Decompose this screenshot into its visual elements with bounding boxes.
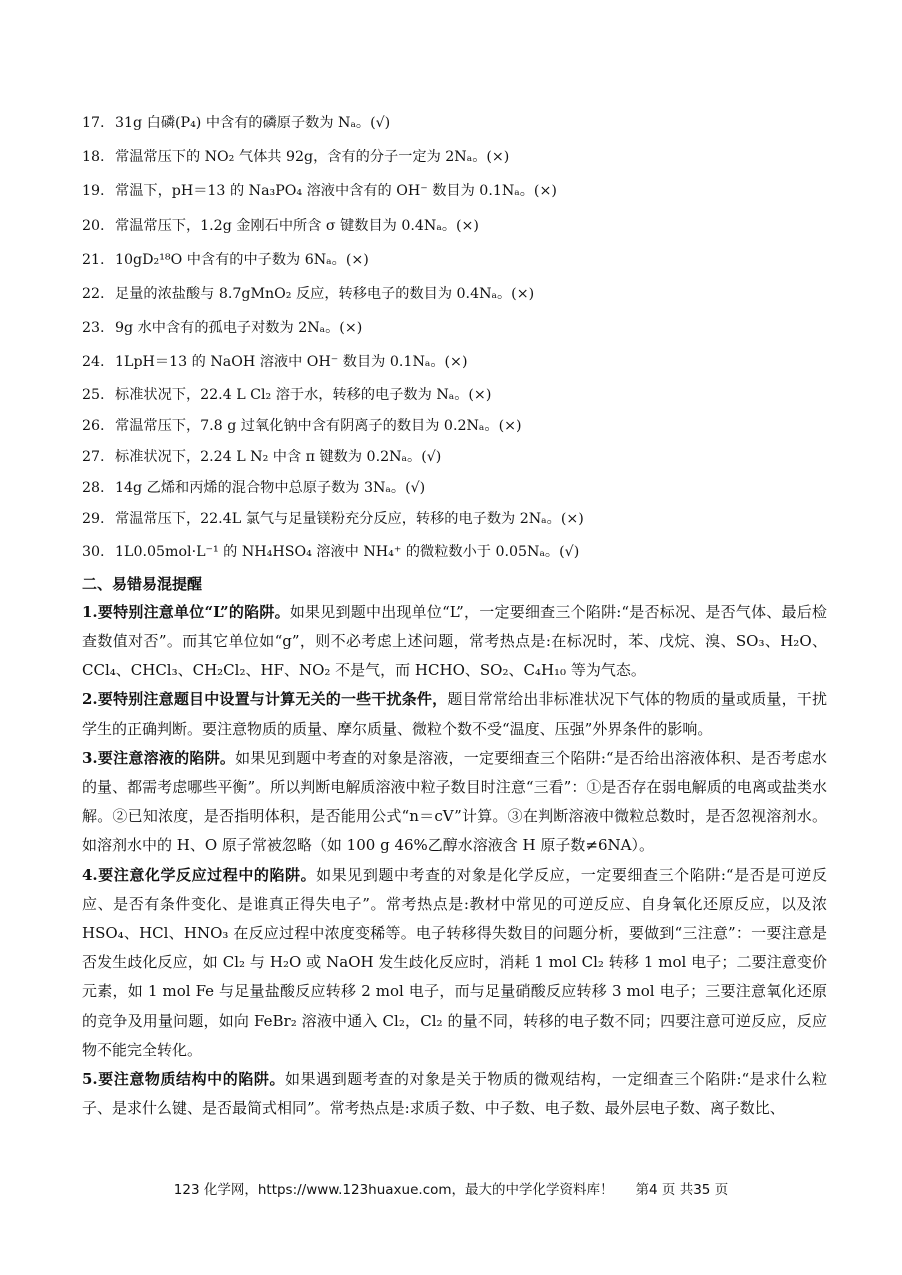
item-number: 22. — [82, 285, 105, 302]
list-item — [82, 380, 827, 411]
item-number: 17. — [82, 115, 105, 131]
list-item — [82, 209, 827, 243]
list-item — [82, 411, 827, 442]
tip-text: 如果见到题中出现单位“L”，一定要细查三个陷阱:“是否标况、是否气体、最后检查数值对否”。而其它单位如“g”，则不必考虑上述问题，常考热点是:在标况时，苯、戊烷、溴、SO₃、H₂O、CCl₄、CHCl₃、CH₂Cl₂、HF、NO₂ 不是气，而 HCHO、SO₂、C₄H₁₀ 等为气态。 — [82, 602, 827, 680]
item-number: 18. — [82, 149, 105, 166]
tip-text: 如果遇到题考查的对象是关于物质的微观结构，一定细查三个陷阱:“是求什么粒子、是求什么键、是否最简式相同”。常考热点是:求质子数、中子数、电子数、最外层电子数、离子数比、 — [82, 1069, 827, 1118]
item-number: 29. — [82, 510, 105, 527]
tip-text: 题目常常给出非标准状况下气体的物质的量或质量，干扰学生的正确判断。要注意物质的质量、摩尔质量、微粒个数不受“温度、压强”外界条件的影响。 — [82, 690, 827, 738]
item-text: 常温下，pH＝13 的 Na₃PO₄ 溶液中含有的 OH⁻ 数目为 0.1Nₐ。(×) — [115, 183, 557, 200]
tip-paragraph — [82, 861, 827, 1065]
document-body — [82, 106, 827, 1123]
tip-heading: 1.要特别注意单位“L”的陷阱。 — [82, 602, 290, 621]
item-number: 21. — [82, 251, 105, 268]
item-text: 足量的浓盐酸与 8.7gMnO₂ 反应，转移电子的数目为 0.4Nₐ。(×) — [115, 285, 535, 302]
tip-heading: 2.要特别注意题目中设置与计算无关的一些干扰条件， — [82, 690, 448, 709]
item-text: 常温常压下，22.4L 氯气与足量镁粉充分反应，转移的电子数为 2Nₐ。(×) — [115, 510, 584, 527]
footer-site-text: 123 化学网，https://www.123huaxue.com，最大的中学化学资料库！ — [173, 1182, 614, 1198]
list-item — [82, 345, 827, 379]
list-item — [82, 535, 827, 569]
item-number: 26. — [82, 417, 105, 434]
list-item — [82, 243, 827, 277]
section-title: 二、易错易混提醒 — [82, 574, 203, 593]
item-text: 常温常压下，7.8 g 过氧化钠中含有阴离子的数目为 0.2Nₐ。(×) — [115, 417, 522, 434]
tip-text: 如果见到题中考查的对象是溶液，一定要细查三个陷阱:“是否给出溶液体积、是否考虑水的量、都需考虑哪些平衡”。所以判断电解质溶液中粒子数目时注意“三看”：①是否存在弱电解质的电离或盐类水解。②已知浓度，是否指明体积，是否能用公式“n＝cV”计算。③在判断溶液中微粒总数时，是否忽视溶剂水。如溶剂水中的 H、O 原子常被忽略（如 100 g 46%乙醇水溶液含 H 原子数≠6NA）。 — [82, 748, 827, 855]
tip-paragraph — [82, 744, 827, 861]
tip-text: 如果见到题中考查的对象是化学反应，一定要细查三个陷阱:“是否是可逆反应、是否有条件变化、是谁真正得失电子”。常考热点是:教材中常见的可逆反应、自身氧化还原反应，以及浓 HSO₄、HCl、HNO₃ 在反应过程中浓度变稀等。电子转移得失数目的问题分析，要做到“三注意”：一要注意是否发生歧化反应，如 Cl₂ 与 H₂O 或 NaOH 发生歧化反应时，消耗 1 mol Cl₂ 转移 1 mol 电子；二要注意变价元素，如 1 mol Fe 与足量盐酸反应转移 2 mol 电子，而与足量硝酸反应转移 3 mol 电子；三要注意氧化还原的竞争及用量问题，如向 FeBr₂ 溶液中通入 Cl₂，Cl₂ 的量不同，转移的电子数不同；四要注意可逆反应，反应物不能完全转化。 — [82, 865, 827, 1059]
page-footer — [0, 1178, 902, 1198]
list-item — [82, 140, 827, 174]
item-number: 20. — [82, 217, 105, 234]
item-text: 标准状况下，2.24 L N₂ 中含 π 键数为 0.2Nₐ。(√) — [115, 448, 442, 465]
tip-heading: 4.要注意化学反应过程中的陷阱。 — [82, 865, 317, 884]
question-list — [82, 106, 827, 569]
item-text: 常温常压下的 NO₂ 气体共 92g，含有的分子一定为 2Nₐ。(×) — [115, 149, 510, 166]
list-item — [82, 442, 827, 473]
item-number: 25. — [82, 386, 105, 403]
item-number: 23. — [82, 320, 105, 337]
tip-heading: 5.要注意物质结构中的陷阱。 — [82, 1069, 286, 1088]
tip-paragraph — [82, 1065, 827, 1123]
item-text: 标准状况下，22.4 L Cl₂ 溶于水，转移的电子数为 Nₐ。(×) — [115, 386, 492, 403]
item-number: 27. — [82, 448, 105, 465]
item-text: 1L0.05mol·L⁻¹ 的 NH₄HSO₄ 溶液中 NH₄⁺ 的微粒数小于 0.05Nₐ。(√) — [115, 543, 580, 560]
item-text: 1LpH＝13 的 NaOH 溶液中 OH⁻ 数目为 0.1Nₐ。(×) — [115, 354, 468, 371]
list-item — [82, 277, 827, 311]
item-text: 9g 水中含有的孤电子对数为 2Nₐ。(×) — [115, 320, 363, 337]
item-text: 14g 乙烯和丙烯的混合物中总原子数为 3Nₐ。(√) — [115, 479, 426, 496]
page-number: 第4 页 共35 页 — [635, 1182, 729, 1198]
tip-paragraph — [82, 685, 827, 743]
list-item — [82, 504, 827, 535]
list-item — [82, 473, 827, 504]
list-item — [82, 174, 827, 208]
item-number: 28. — [82, 479, 105, 496]
list-item — [82, 106, 827, 140]
item-text: 常温常压下，1.2g 金刚石中所含 σ 键数目为 0.4Nₐ。(×) — [115, 217, 479, 234]
item-text: 31g 白磷(P₄) 中含有的磷原子数为 Nₐ。(√) — [115, 115, 391, 131]
tip-heading: 3.要注意溶液的陷阱。 — [82, 748, 236, 767]
item-number: 19. — [82, 183, 105, 200]
tip-paragraph — [82, 598, 827, 686]
item-number: 30. — [82, 543, 105, 560]
item-number: 24. — [82, 354, 105, 371]
list-item — [82, 311, 827, 345]
item-text: 10gD₂¹⁸O 中含有的中子数为 6Nₐ。(×) — [115, 251, 369, 268]
